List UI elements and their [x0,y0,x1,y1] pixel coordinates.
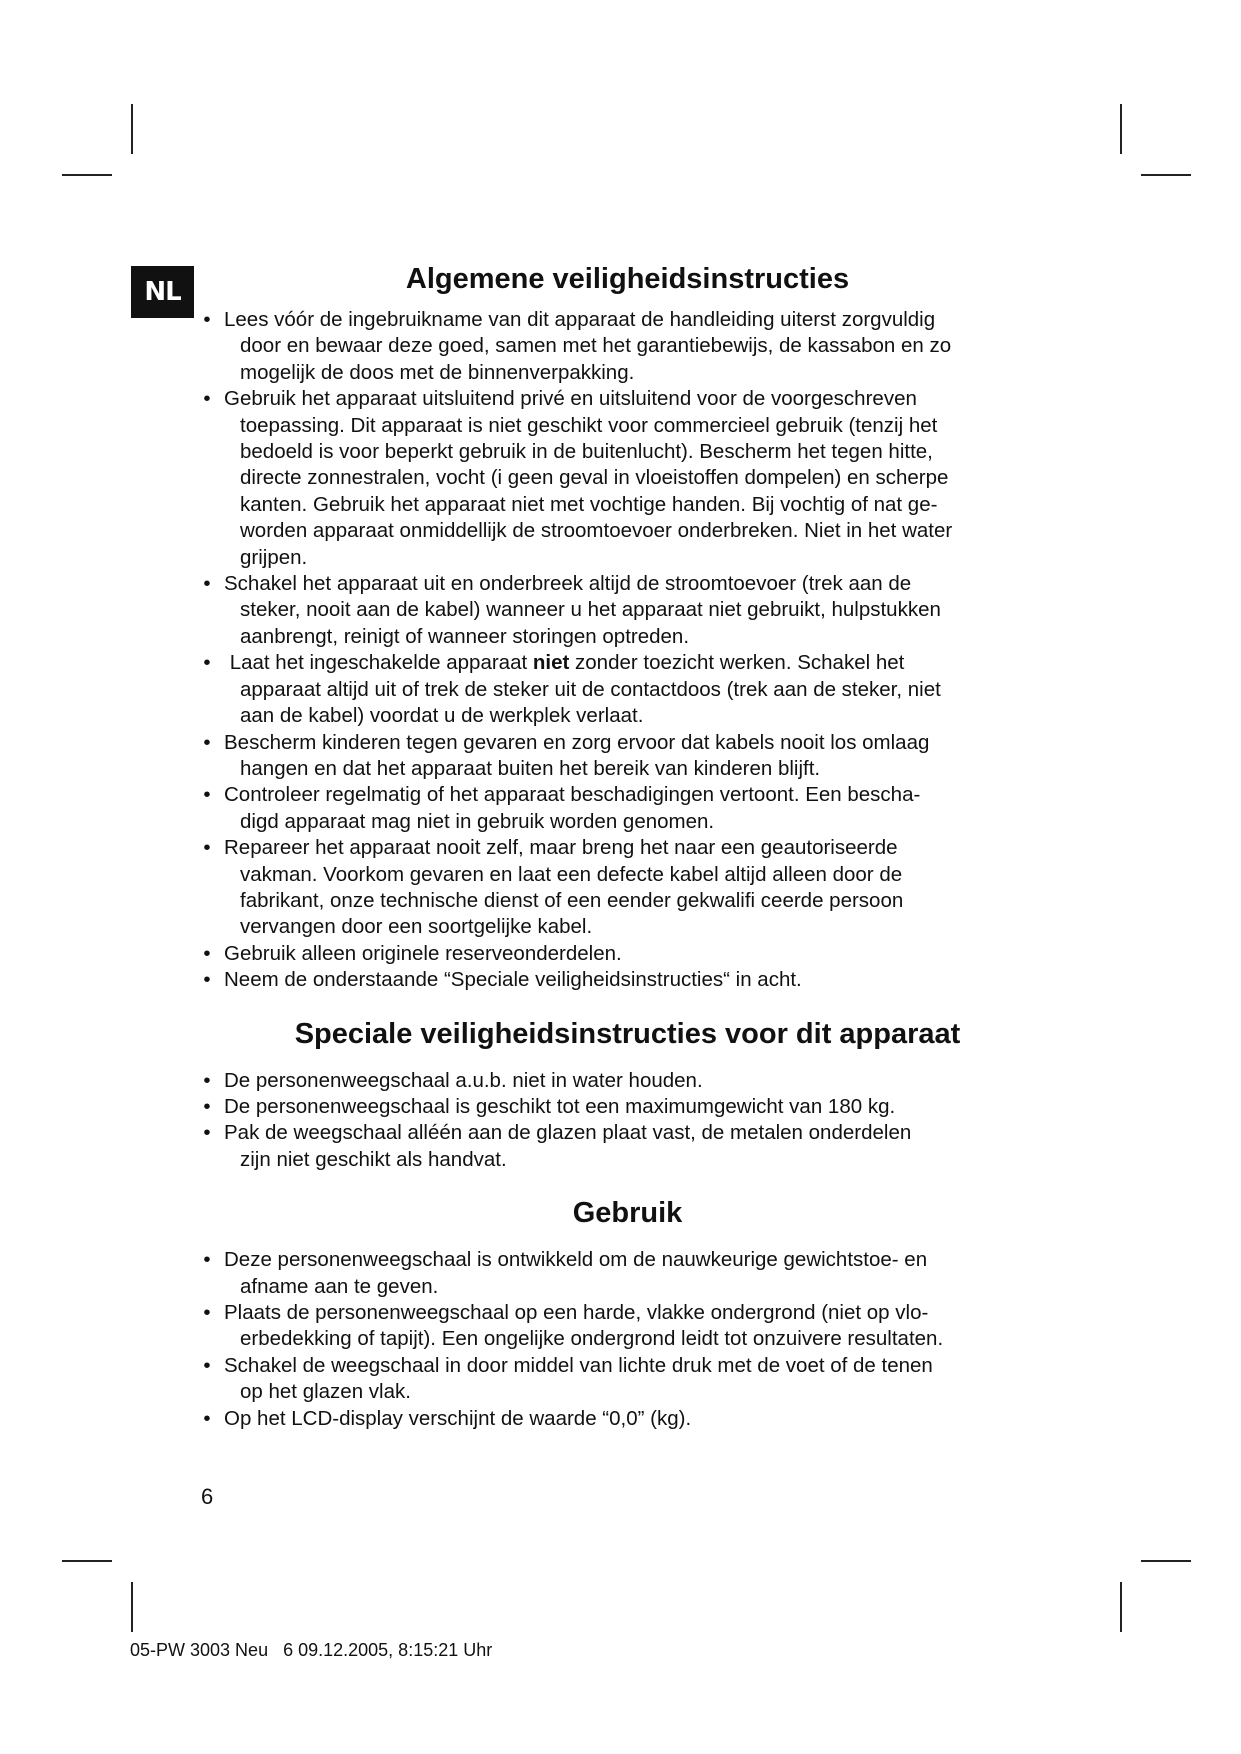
bullet-icon: • [203,1301,211,1324]
list-item: • De personenweegschaal is geschikt tot een maximumgewicht van 180 kg. [200,1094,1055,1120]
special-safety-list [200,1068,1055,1174]
bullet-icon: • [203,1406,211,1430]
print-footer: 05-PW 3003 Neu 6 09.12.2005, 8:15:21 Uhr [130,1640,493,1660]
list-item: • Op het LCD-display verschijnt de waarde “0,0” (kg). [200,1406,1055,1432]
bullet-icon: • [203,1094,211,1118]
crop-mark [1120,1582,1122,1632]
bullet-icon: • [203,1121,211,1145]
section-title-general-safety: Algemene veiligheidsinstructies [405,263,850,295]
bullet-icon: • [203,1248,211,1272]
list-item: • Schakel het apparaat uit en onderbreek altijd de stroomtoevoer (trek aan de steker, nooit aan de kabel) wanneer u het apparaat niet gebruikt, hulpstukken aanbrengt, reinigt of wanneer storingen optreden. [200,571,1055,650]
bullet-icon: • [203,730,211,754]
crop-mark [131,104,133,154]
bullet-icon: • [203,836,211,860]
bullet-icon: • [203,941,211,965]
emphasis-text: niet [532,651,570,675]
list-item: • Controleer regelmatig of het apparaat beschadigingen vertoont. Een bescha- digd apparaat mag niet in gebruik worden genomen. [200,782,1055,835]
crop-mark [1120,104,1122,154]
bullet-icon: • [203,308,211,331]
page-number: 6 [201,1484,214,1509]
list-item: • Lees vóór de ingebruikname van dit apparaat de handleiding uiterst zorgvuldig door en bewaar deze goed, samen met het garantiebewijs, de kassabon en zo mogelijk de doos met de binnenverpakking. [200,307,1055,386]
list-item: • Repareer het apparaat nooit zelf, maar breng het naar een geautoriseerde vakman. Voorkom gevaren en laat een defecte kabel altijd alleen door de fabrikant, onze technische dienst of een eender gekwalifi ceerde persoon vervangen door een soortgelijke kabel. [200,835,1055,941]
crop-mark [131,1582,133,1632]
bullet-icon: • [203,1068,211,1092]
crop-mark [1141,1560,1191,1562]
list-item: • Plaats de personenweegschaal op een harde, vlakke ondergrond (niet op vlo- erbedekking of tapijt). Een ongelijke ondergrond leidt tot onzuivere resultaten. [200,1300,1055,1353]
list-item: • Schakel de weegschaal in door middel van lichte druk met de voet of de tenen op het glazen vlak. [200,1353,1055,1406]
bullet-icon: • [203,651,211,675]
bullet-icon: • [203,783,211,807]
list-item: • Gebruik het apparaat uitsluitend privé en uitsluitend voor de voorgeschreven toepassing. Dit apparaat is niet geschikt voor commercieel gebruik (tenzij het bedoeld is voor beperkt gebruik in de buitenlucht). Bescherm het tegen hitte, directe zonnestralen, vocht (i geen geval in vloeistoffen dompelen) en scherpe kanten. Gebruik het apparaat niet met vochtige handen. Bij vochtig of nat ge- worden apparaat onmiddellijk de stroomtoevoer onderbreken. Niet in het water grijpen. [200,386,1055,571]
crop-mark [62,1560,112,1562]
list-item: • Laat het ingeschakelde apparaat niet zonder toezicht werken. Schakel het apparaat altijd uit of trek de steker uit de contactdoos (trek aan de steker, niet aan de kabel) voordat u de werkplek verlaat. [200,650,1055,729]
list-item: • De personenweegschaal a.u.b. niet in water houden. [200,1068,1055,1094]
list-item: • Gebruik alleen originele reserveonderdelen. [200,941,1055,967]
crop-mark [1141,174,1191,176]
list-item: • Neem de onderstaande “Speciale veiligheidsinstructies“ in acht. [200,967,1055,993]
list-item: • Deze personenweegschaal is ontwikkeld om de nauwkeurige gewichtstoe- en afname aan te geven. [200,1247,1055,1300]
crop-mark [62,174,112,176]
bullet-icon: • [203,1353,211,1377]
language-badge: NL [131,266,194,318]
bullet-icon: • [203,387,211,411]
general-safety-list [200,307,1055,994]
section-title-special-safety: Speciale veiligheidsinstructies voor dit apparaat [294,1017,961,1050]
document-body [200,257,1055,1432]
bullet-icon: • [203,968,211,992]
bullet-icon: • [203,572,211,596]
usage-list [200,1247,1055,1432]
list-item: • Pak de weegschaal alléén aan de glazen plaat vast, de metalen onderdelen zijn niet geschikt als handvat. [200,1120,1055,1173]
list-item: • Bescherm kinderen tegen gevaren en zorg ervoor dat kabels nooit los omlaag hangen en dat het apparaat buiten het bereik van kinderen blijft. [200,730,1055,783]
section-title-usage: Gebruik [572,1197,683,1230]
